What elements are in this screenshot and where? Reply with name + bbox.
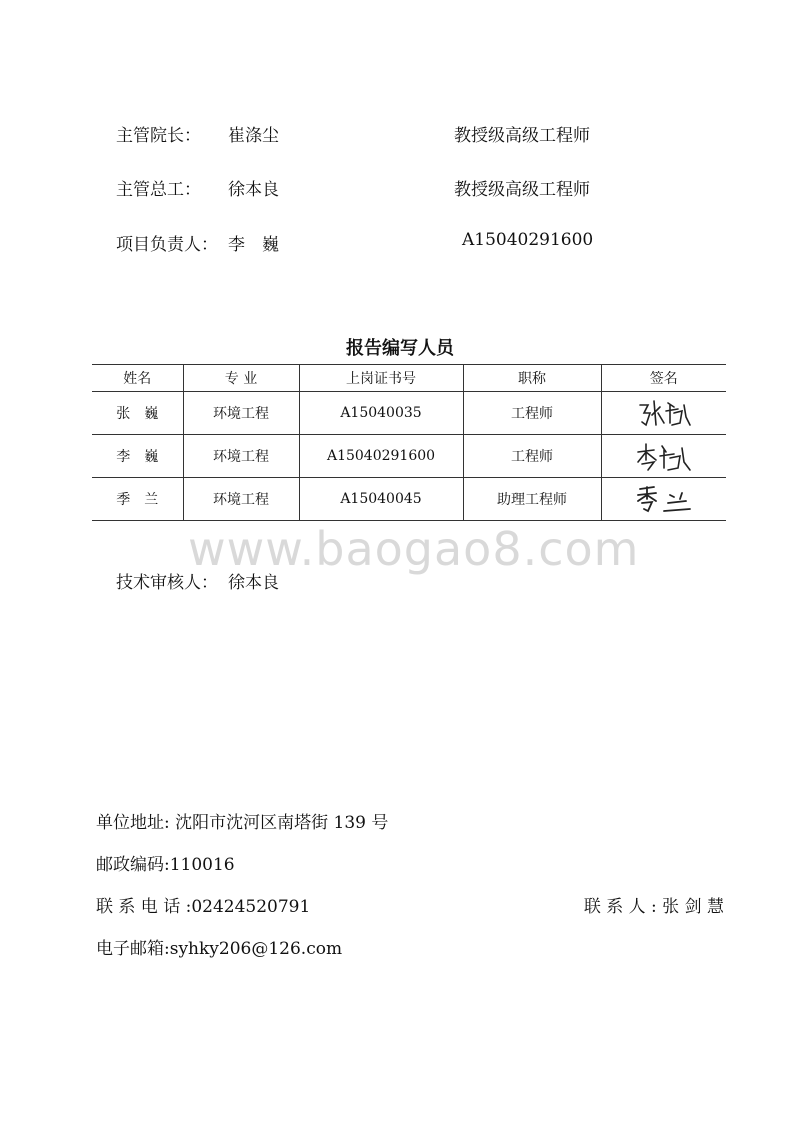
- header-name: 姓名: [123, 371, 152, 387]
- staff-table: [92, 364, 726, 521]
- contact-postcode: 邮政编码:110016: [96, 855, 235, 875]
- cell-signature: [601, 478, 726, 521]
- staff-table-title: 报告编写人员: [346, 338, 454, 359]
- header-signature: 签名: [601, 365, 726, 392]
- management-role-1: 主管院长：: [116, 126, 201, 146]
- handwritten-signature: [634, 438, 694, 474]
- management-role-2: 主管总工：: [116, 180, 201, 200]
- staff-table-header-row: [92, 365, 726, 392]
- table-row: [92, 392, 726, 435]
- cell-major: 环境工程: [183, 478, 299, 521]
- table-row: [92, 478, 726, 521]
- cell-major: 环境工程: [183, 435, 299, 478]
- contact-phone: 联 系 电 话 :02424520791: [96, 897, 311, 917]
- reviewer-name: 徐本良: [228, 573, 279, 593]
- reviewer-label: 技术审核人：: [116, 573, 218, 593]
- cell-cert: A15040035: [299, 392, 463, 435]
- handwritten-signature: [634, 481, 694, 517]
- contact-email: 电子邮箱:syhky206@126.com: [96, 939, 343, 959]
- management-name-2: 徐本良: [228, 180, 279, 200]
- cell-title: 工程师: [463, 435, 601, 478]
- cell-title: 助理工程师: [463, 478, 601, 521]
- cell-title: 工程师: [463, 392, 601, 435]
- contact-address: 单位地址: 沈阳市沈河区南塔街 139 号: [96, 813, 389, 833]
- management-detail-1: 教授级高级工程师: [454, 126, 590, 146]
- management-name-3: 李 巍: [228, 235, 279, 255]
- cell-cert: A15040045: [299, 478, 463, 521]
- header-cert: 上岗证书号: [299, 365, 463, 392]
- management-detail-3: A15040291600: [462, 230, 594, 250]
- cell-signature: [601, 435, 726, 478]
- table-row: [92, 435, 726, 478]
- contact-person: 联 系 人 : 张 剑 慧: [583, 897, 724, 917]
- management-detail-2: 教授级高级工程师: [454, 180, 590, 200]
- management-name-1: 崔涤尘: [228, 126, 279, 146]
- cell-major: 环境工程: [183, 392, 299, 435]
- cell-cert: A15040291600: [299, 435, 463, 478]
- handwritten-signature: [634, 395, 694, 431]
- cell-signature: [601, 392, 726, 435]
- header-major: 专 业: [183, 365, 299, 392]
- cell-name: 季 兰: [92, 478, 183, 521]
- cell-name: 李 巍: [92, 435, 183, 478]
- cell-name: 张 巍: [92, 392, 183, 435]
- management-role-3: 项目负责人：: [116, 235, 218, 255]
- header-title: 职称: [463, 365, 601, 392]
- watermark: www.baogao8.com: [188, 522, 640, 576]
